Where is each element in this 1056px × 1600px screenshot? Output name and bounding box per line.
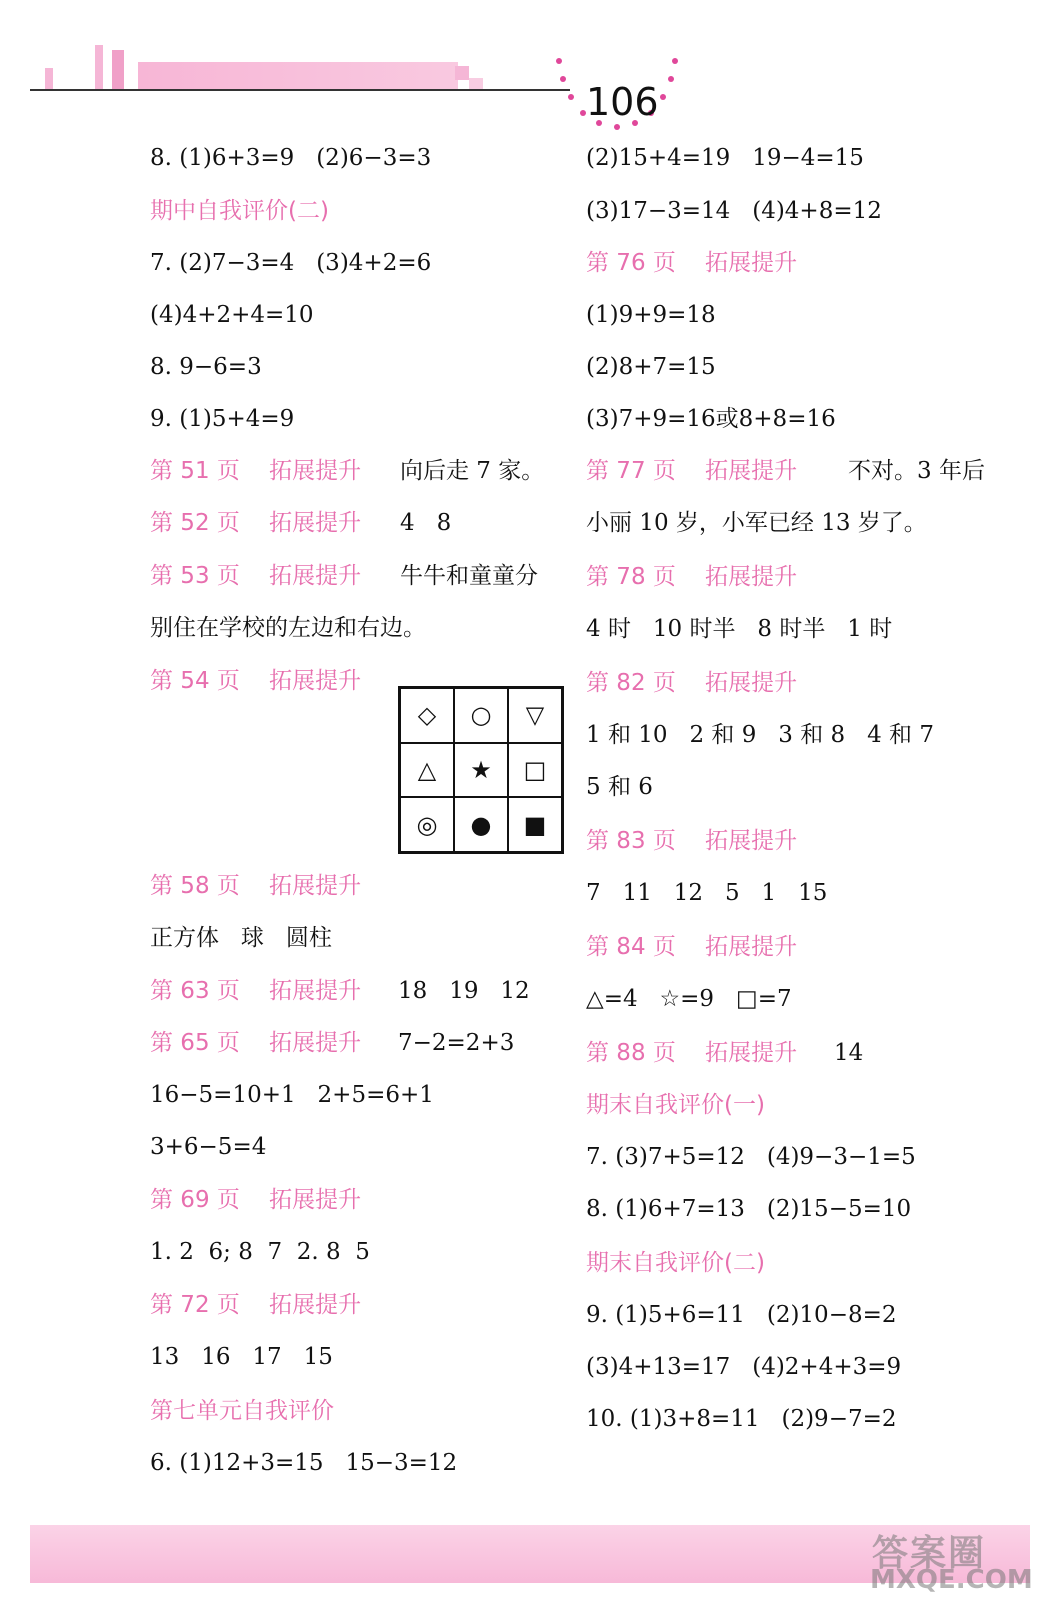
- answer-line: (2)15+4=19 19−4=15: [586, 145, 864, 171]
- answer-line: 4 8: [400, 510, 452, 536]
- answer-line: 18 19 12: [398, 978, 530, 1004]
- answer-line: 正方体 球 圆柱: [150, 925, 332, 951]
- answer-line: 8. (1)6+3=9 (2)6−3=3: [150, 145, 432, 171]
- answer-line: 7−2=2+3: [398, 1030, 515, 1056]
- section-heading: 期末自我评价(一): [586, 1092, 765, 1118]
- section-heading: 第 63 页 拓展提升: [150, 978, 362, 1004]
- section-heading: 第 54 页 拓展提升: [150, 668, 362, 694]
- answer-line: 7 11 12 5 1 15: [586, 880, 828, 906]
- answer-line: 1. 2 6; 8 7 2. 8 5: [150, 1239, 370, 1265]
- down-triangle-icon: ▽: [508, 688, 562, 743]
- answer-line: (3)17−3=14 (4)4+8=12: [586, 198, 882, 224]
- triangle-icon: △: [400, 743, 454, 798]
- bullseye-icon: ◎: [400, 797, 454, 852]
- section-heading: 第 83 页 拓展提升: [586, 828, 798, 854]
- section-heading: 第 65 页 拓展提升: [150, 1030, 362, 1056]
- section-heading: 第 88 页 拓展提升: [586, 1040, 798, 1066]
- answer-line: 7. (2)7−3=4 (3)4+2=6: [150, 250, 432, 276]
- watermark-url: MXQE.COM: [870, 1565, 1033, 1595]
- answer-line: 8. 9−6=3: [150, 354, 262, 380]
- section-heading: 期中自我评价(二): [150, 198, 329, 224]
- diamond-icon: ◇: [400, 688, 454, 743]
- answer-line: 5 和 6: [586, 774, 653, 800]
- answer-line: 1 和 10 2 和 9 3 和 8 4 和 7: [586, 722, 934, 748]
- section-heading: 第 84 页 拓展提升: [586, 934, 798, 960]
- answer-line: 4 时 10 时半 8 时半 1 时: [586, 616, 893, 642]
- square-icon: □: [508, 743, 562, 798]
- section-heading: 第 78 页 拓展提升: [586, 564, 798, 590]
- answer-line: 3+6−5=4: [150, 1134, 267, 1160]
- answer-line: 不对。3 年后: [848, 458, 985, 484]
- answer-line: 别住在学校的左边和右边。: [150, 615, 426, 641]
- answer-line: 13 16 17 15: [150, 1344, 333, 1370]
- section-heading: 第 53 页 拓展提升: [150, 563, 362, 589]
- answer-line: 7. (3)7+5=12 (4)9−3−1=5: [586, 1144, 916, 1170]
- answer-line: (2)8+7=15: [586, 354, 716, 380]
- answer-line: (3)4+13=17 (4)2+4+3=9: [586, 1354, 902, 1380]
- answer-line: 8. (1)6+7=13 (2)15−5=10: [586, 1196, 912, 1222]
- watermark-logo: 答案圈: [872, 1533, 987, 1574]
- section-heading: 第 77 页 拓展提升: [586, 458, 798, 484]
- shape-grid: [398, 686, 564, 854]
- filled-circle-icon: ●: [454, 797, 508, 852]
- section-heading: 第 72 页 拓展提升: [150, 1292, 362, 1318]
- answer-line: (3)7+9=16或8+8=16: [586, 406, 836, 432]
- filled-square-icon: ■: [508, 797, 562, 852]
- answer-line: △=4 ☆=9 □=7: [586, 986, 792, 1012]
- answer-line: 6. (1)12+3=15 15−3=12: [150, 1450, 458, 1476]
- answer-line: 小丽 10 岁，小军已经 13 岁了。: [586, 510, 927, 536]
- section-heading: 第 51 页 拓展提升: [150, 458, 362, 484]
- answer-line: 10. (1)3+8=11 (2)9−7=2: [586, 1406, 897, 1432]
- circle-icon: ○: [454, 688, 508, 743]
- answer-line: 9. (1)5+6=11 (2)10−8=2: [586, 1302, 897, 1328]
- page-number: 106: [586, 80, 659, 124]
- section-heading: 第 76 页 拓展提升: [586, 250, 798, 276]
- star-icon: ★: [454, 743, 508, 798]
- answer-line: (4)4+2+4=10: [150, 302, 314, 328]
- answer-line: 向后走 7 家。: [400, 458, 545, 484]
- answer-line: (1)9+9=18: [586, 302, 716, 328]
- answer-line: 16−5=10+1 2+5=6+1: [150, 1082, 434, 1108]
- section-heading: 第七单元自我评价: [150, 1398, 334, 1424]
- section-heading: 第 58 页 拓展提升: [150, 873, 362, 899]
- section-heading: 期末自我评价(二): [586, 1250, 765, 1276]
- answer-line: 牛牛和童童分: [400, 563, 538, 589]
- section-heading: 第 82 页 拓展提升: [586, 670, 798, 696]
- answer-line: 9. (1)5+4=9: [150, 406, 295, 432]
- section-heading: 第 52 页 拓展提升: [150, 510, 362, 536]
- answer-line: 14: [834, 1040, 864, 1066]
- section-heading: 第 69 页 拓展提升: [150, 1187, 362, 1213]
